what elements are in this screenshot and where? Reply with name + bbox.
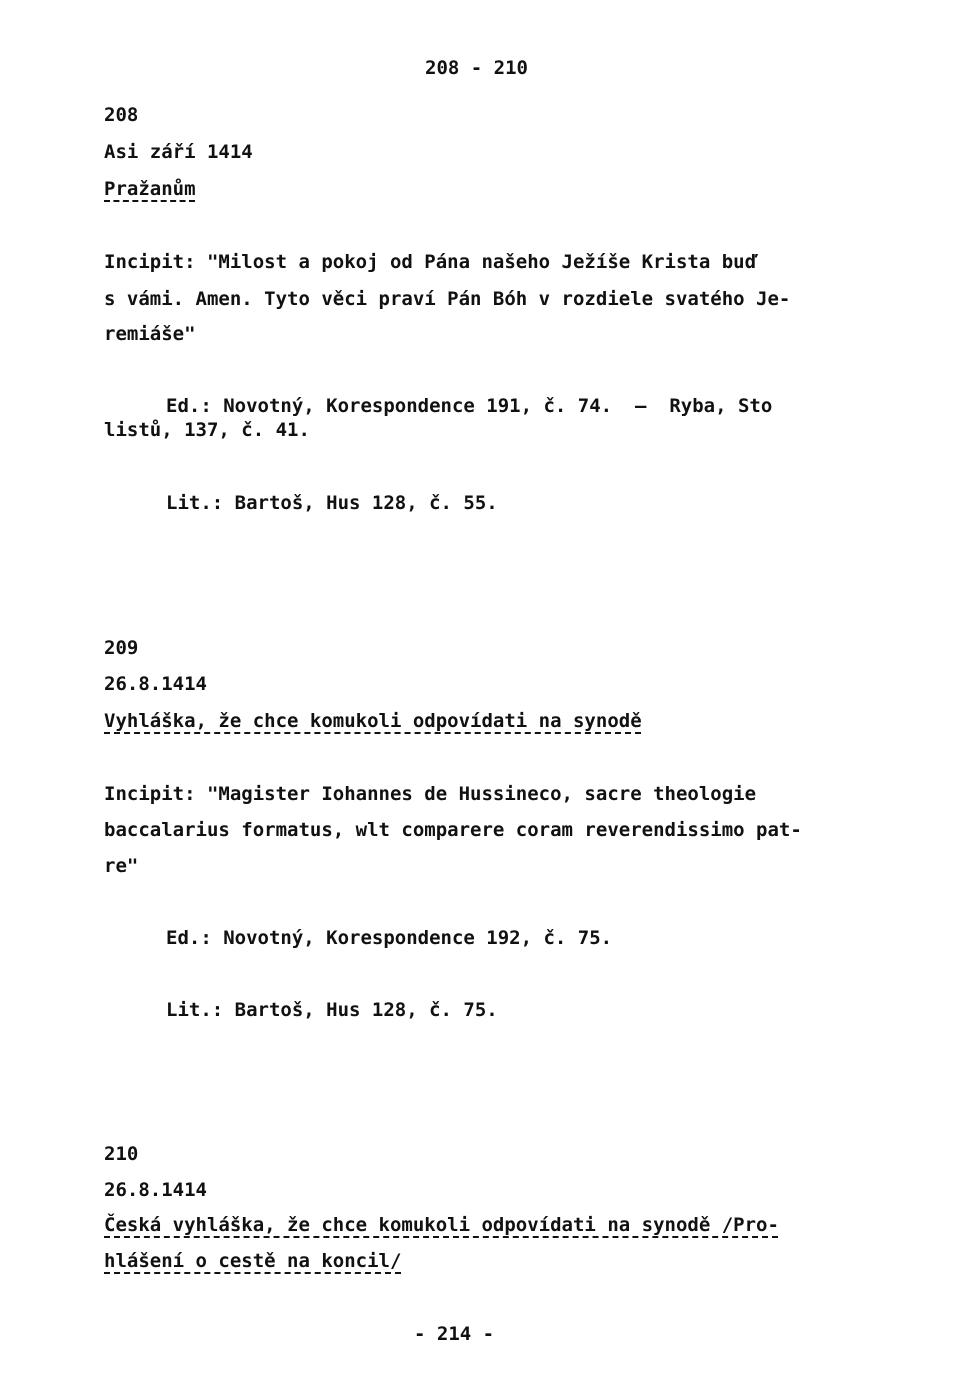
literature-line: Lit.: Bartoš, Hus 128, č. 75. <box>166 999 498 1021</box>
entry-number: 210 <box>104 1143 139 1165</box>
entry-date: 26.8.1414 <box>104 1179 207 1201</box>
incipit-line: re" <box>104 855 139 877</box>
entry-date: Asi září 1414 <box>104 141 253 163</box>
entry-number: 209 <box>104 637 139 659</box>
entry-title: Česká vyhláška, že chce komukoli odpovídati na synodě /Pro- <box>104 1214 779 1236</box>
incipit-line: s vámi. Amen. Tyto věci praví Pán Bóh v rozdiele svatého Je- <box>104 288 791 310</box>
literature-line: Lit.: Bartoš, Hus 128, č. 55. <box>166 492 498 514</box>
incipit-line: baccalarius formatus, wlt comparere coram reverendissimo pat- <box>104 819 802 841</box>
page-number-footer: - 214 - <box>414 1323 495 1345</box>
entry-title: hlášení o cestě na koncil/ <box>104 1250 402 1272</box>
incipit-line: remiáše" <box>104 323 196 345</box>
entry-title: Pražanům <box>104 178 196 200</box>
edition-line: Ed.: Novotný, Korespondence 191, č. 74. — Ryba, Sto <box>166 395 773 417</box>
incipit-line: Incipit: "Milost a pokoj od Pána našeho Ježíše Krista buď <box>104 251 757 273</box>
page-range-header: 208 - 210 <box>425 57 528 79</box>
edition-line: Ed.: Novotný, Korespondence 192, č. 75. <box>166 927 613 949</box>
entry-title: Vyhláška, že chce komukoli odpovídati na synodě <box>104 710 642 732</box>
edition-line: listů, 137, č. 41. <box>104 419 310 441</box>
entry-number: 208 <box>104 104 139 126</box>
incipit-line: Incipit: "Magister Iohannes de Hussineco, sacre theologie <box>104 783 757 805</box>
entry-date: 26.8.1414 <box>104 673 207 695</box>
